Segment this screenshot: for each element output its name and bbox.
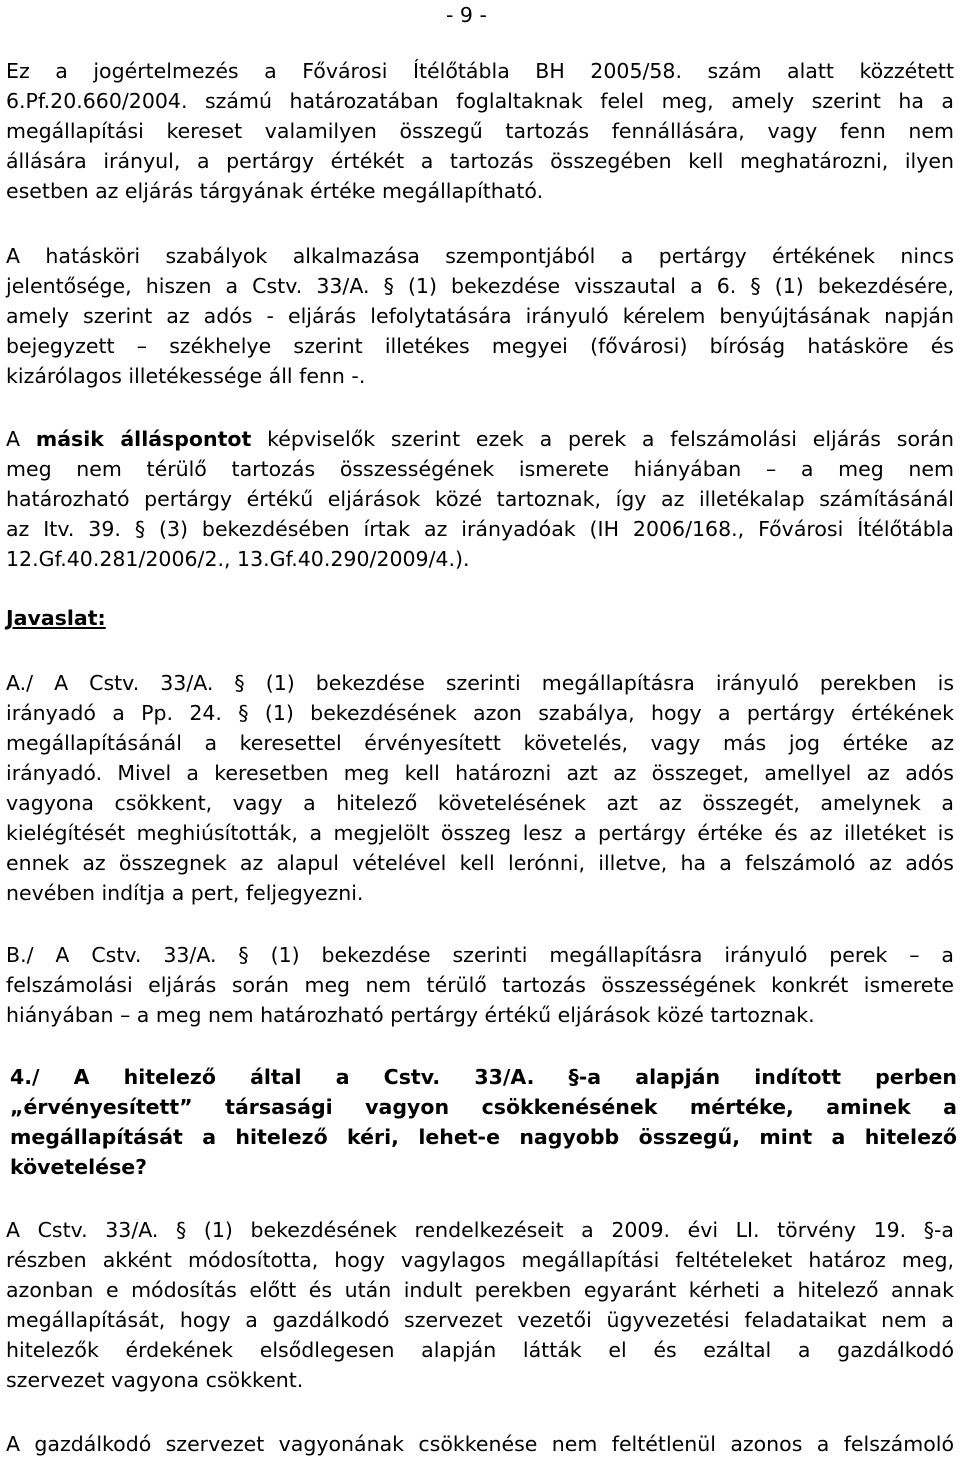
paragraph-line: azonban e módosítás előtt és után indult perekben egyaránt kérheti a hitelező annak bbox=[6, 1278, 954, 1302]
paragraph-line: hitelezők érdekének elsődlegesen alapján látták el és ezáltal a gazdálkodó bbox=[6, 1338, 954, 1362]
paragraph-cstv-modositas bbox=[6, 1215, 954, 1395]
paragraph-line: A./ A Cstv. 33/A. § (1) bekezdése szerinti megállapításra irányuló perekben is bbox=[6, 671, 954, 695]
paragraph-javaslat-a bbox=[6, 668, 954, 908]
paragraph-line: nevében indítja a pert, feljegyezni. bbox=[6, 881, 364, 905]
paragraph-line: kielégítését meghiúsították, a megjelölt összeg lesz a pertárgy értéke és az illetéket is bbox=[6, 821, 954, 845]
paragraph-line: esetben az eljárás tárgyának értéke megállapítható. bbox=[6, 179, 544, 203]
text-run: képviselők szerint ezek a perek a felszámolási eljárás során bbox=[251, 427, 954, 451]
paragraph-line: megállapítási kereset valamilyen összegű tartozás fennállására, vagy fenn nem bbox=[6, 119, 954, 143]
question-line: 4./ A hitelező által a Cstv. 33/A. §-a alapján indított perben bbox=[10, 1065, 957, 1089]
paragraph-vagyon-csokkenese bbox=[6, 1429, 954, 1459]
paragraph-line: A gazdálkodó szervezet vagyonának csökkenése nem feltétlenül azonos a felszámoló bbox=[6, 1432, 954, 1456]
paragraph-line: bejegyzett – székhelye szerint illetékes megyei (fővárosi) bíróság hatásköre és bbox=[6, 334, 954, 358]
paragraph-line: B./ A Cstv. 33/A. § (1) bekezdése szerinti megállapításra irányuló perek – a bbox=[6, 943, 954, 967]
page-number: - 9 - bbox=[446, 3, 487, 27]
paragraph-line: szervezet vagyona csökkent. bbox=[6, 1368, 304, 1392]
paragraph-line: meg nem térülő tartozás összességének ismerete hiányában – a meg nem bbox=[6, 457, 954, 481]
paragraph-line: megállapításánál a keresettel érvényesített követelés, vagy más jog értéke az bbox=[6, 731, 954, 755]
paragraph-line: vagyona csökkent, vagy a hitelező követelésének azt az összegét, amelynek a bbox=[6, 791, 954, 815]
paragraph-line bbox=[6, 424, 954, 454]
paragraph-line: ennek az összegnek az alapul vételével kell lerónni, illetve, ha a felszámoló az adós bbox=[6, 851, 954, 875]
paragraph-line: hiányában – a meg nem határozható pertárgy értékű eljárások közé tartoznak. bbox=[6, 1003, 815, 1027]
paragraph-line: 12.Gf.40.281/2006/2., 13.Gf.40.290/2009/4.). bbox=[6, 547, 470, 571]
question-line: megállapítását a hitelező kéri, lehet-e nagyobb összegű, mint a hitelező bbox=[10, 1125, 957, 1149]
paragraph-jogertelmezes bbox=[6, 56, 954, 206]
paragraph-line: irányadó. Mivel a keresetben meg kell határozni azt az összeget, amellyel az adós bbox=[6, 761, 954, 785]
paragraph-masik-allaspont bbox=[6, 424, 954, 574]
paragraph-line: az Itv. 39. § (3) bekezdésében írtak az irányadóak (IH 2006/168., Fővárosi Ítélőtábla bbox=[6, 517, 954, 541]
paragraph-line: részben akként módosította, hogy vagylagos megállapítási feltételeket határoz meg, bbox=[6, 1248, 954, 1272]
text-run: A bbox=[6, 427, 36, 451]
paragraph-line: Ez a jogértelmezés a Fővárosi Ítélőtábla BH 2005/58. szám alatt közzétett bbox=[6, 59, 954, 83]
emphasis-masik-allaspontot: másik álláspontot bbox=[35, 427, 252, 451]
question-line: követelése? bbox=[10, 1155, 148, 1179]
paragraph-line: határozható pertárgy értékű eljárások közé tartoznak, így az illetékalap számításánál bbox=[6, 487, 954, 511]
paragraph-line: állására irányul, a pertárgy értékét a tartozás összegében kell meghatározni, ilyen bbox=[6, 149, 954, 173]
heading-javaslat: Javaslat: bbox=[6, 606, 106, 630]
paragraph-line: A Cstv. 33/A. § (1) bekezdésének rendelkezéseit a 2009. évi LI. törvény 19. §-a bbox=[6, 1218, 954, 1242]
paragraph-line: irányadó a Pp. 24. § (1) bekezdésének azon szabálya, hogy a pertárgy értékének bbox=[6, 701, 954, 725]
paragraph-line: A hatásköri szabályok alkalmazása szempontjából a pertárgy értékének nincs bbox=[6, 244, 954, 268]
paragraph-javaslat-b bbox=[6, 940, 954, 1030]
paragraph-line: amely szerint az adós - eljárás lefolytatására irányuló kérelem benyújtásának napján bbox=[6, 304, 954, 328]
question-line: „érvényesített” társasági vagyon csökkenésének mértéke, aminek a bbox=[10, 1095, 957, 1119]
paragraph-hataskori-szabalyok bbox=[6, 241, 954, 391]
paragraph-line: felszámolási eljárás során meg nem térülő tartozás összességének konkrét ismerete bbox=[6, 973, 954, 997]
paragraph-line: 6.Pf.20.660/2004. számú határozatában foglaltaknak felel meg, amely szerint ha a bbox=[6, 89, 954, 113]
question-heading bbox=[10, 1062, 957, 1182]
paragraph-line: jelentősége, hiszen a Cstv. 33/A. § (1) bekezdése visszautal a 6. § (1) bekezdésére, bbox=[6, 274, 954, 298]
paragraph-line: kizárólagos illetékessége áll fenn -. bbox=[6, 364, 366, 388]
paragraph-line: megállapítását, hogy a gazdálkodó szervezet vezetői ügyvezetési feladataikat nem a bbox=[6, 1308, 954, 1332]
